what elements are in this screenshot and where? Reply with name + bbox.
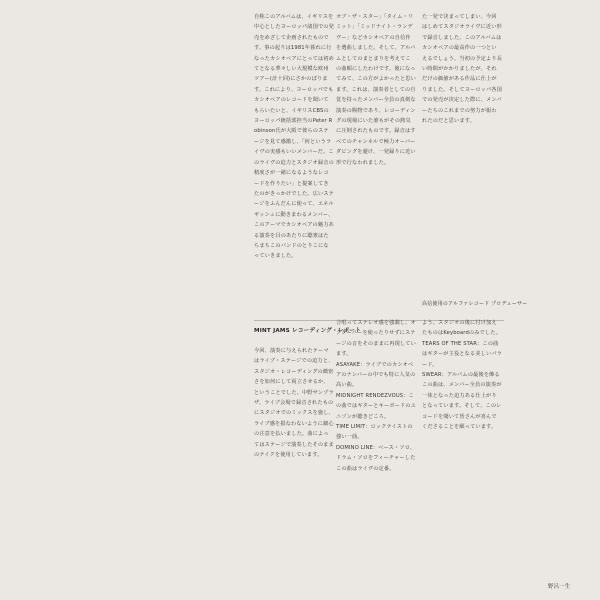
report-column-3: よう、スタジオの後に付け加えたものはKeyboardのみでした。 TEARS OF THE STAR：この曲はギターが主役となる美しいバラード。 SWEAR：アルバムの最後を飾るこの曲は、メンバー全員の演奏が一体となった迫力ある仕上がりとなっています。そして、このレコードを聞いて皆さんが喜んでくださることを願っています。 [422, 320, 502, 431]
liner-notes-column-2: オブ・ザ・スター」「タイム・リミット」「ミッドナイト・ランデヴー」などカシオペアの自信作を選曲しました。そして、アルバムとしてのまとまりを考えてこの曲順にしたわけです。後になってみて、この方がよかったと思います。これは、演奏者としての自覚を持ったメンバー全員の真剣な演奏の賜物であり、レコーディングの現場にいた誰もがその熱気に圧倒されたものです。録音はすべてのチャンネルで極力オーバーダビングを避け、一発録りに近い形で行なわれました。 [336, 14, 416, 166]
report-column-2: 合唱ってステレオ感を強調し、オクターバーを使ったりせずにステージの音をそのままに再現しています。 ASAYAKE：ライブでのカシオペアのナンバーの中でも特に人気の高い曲。 MIDNIGHT RENDEZVOUS：この曲ではギターとキーボードのユニゾンが聴きどころ。 TIME LIMIT：ロックテイストの強い一曲。 DOMINO LINE：ベース・ソロ、ドラム・ソロをフィーチャーしたこの曲はライヴの定番。 [336, 320, 416, 472]
liner-notes-column-1: 自称このアルバムは、イギリスを中心としたヨーロッパ諸国での発売をめざして企画されたものです。事の起りは1981年暮れに行なったカシオペアにとっては初めてとなる華々しい大規模な欧州ツアー(計十回)にさかのぼります。これにより、ヨーロッパでもカシオペアのレコードを聞いてもらいたいと、イギリスCBSのヨーロッパ統括部担当のPeter Robinson氏が大阪で彼らのステージを見て感激し、「何というライヴの実感もいいメンバーだ。このライヴの迫力とスタジオ録音の精度さが一緒になるようなレコードを作りたい」と提案してきたのがきっかけでした。広いステージをふんだんに使って、エネルギッシュに動きまわるメンバー、このアーマでカシオペアの魅力ある演奏を目のあたりに聴衆はたちまちこのバンドのとりこになっていきました。 [254, 14, 334, 260]
producer-credit: 高信使用のアルファレコード プロデューサー [422, 301, 528, 307]
report-column-1: 今回、演奏に与えられたテーマはライブ・ステージでの迫力と、スタジオ・レコーディングの緻密さを如何にして両立させるか、ということでした。中野サンプラザ、ライブ会場で録音されたものにスタジオでのミックスを施し、ライブ感を損なわないように細心の注意を払いました。曲によってはステージで演奏したそのままのテイクを使用しています。 [254, 348, 334, 459]
author-signature: 野呂一生 [548, 584, 571, 590]
recording-report-heading: MINT JAMS レコーディング・レポート [254, 328, 362, 334]
liner-notes-column-3: た一発で決まってしまい、今回はしめてスタジオライヴに近い形で録音しました。このアルバムはカシオペアの最高作の一つといえるでしょう。当初の予定より長い時間がかかりましたが、それだけの価値がある作品に仕上がりました。そしてヨーロッパ各国での発売が決定した際に、メンバーたちのこれまでの努力が報われたのだと思います。 [422, 14, 502, 125]
